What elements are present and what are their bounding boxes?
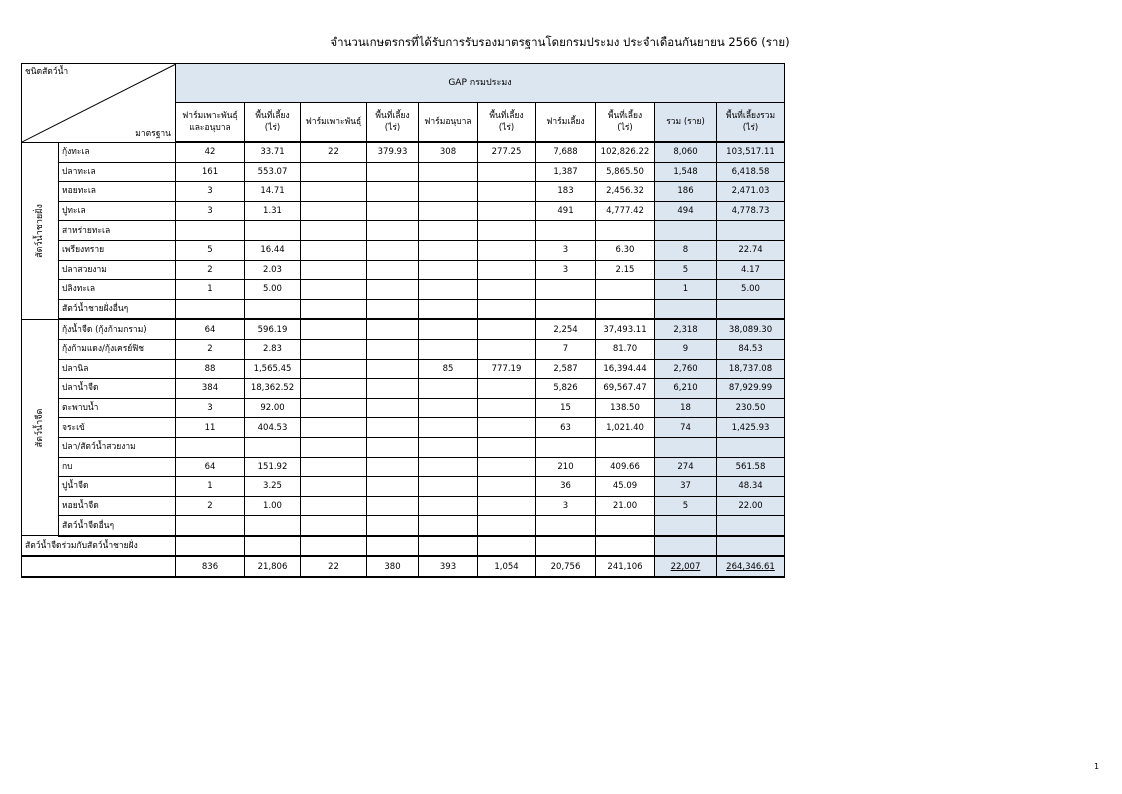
data-cell (419, 299, 478, 319)
data-cell (478, 496, 536, 516)
empty-cell (419, 536, 478, 557)
data-cell (419, 201, 478, 221)
data-cell (301, 379, 367, 399)
species-name: กุ้งทะเล (59, 142, 176, 162)
data-cell (419, 240, 478, 260)
data-cell (301, 299, 367, 319)
data-cell (655, 437, 717, 457)
data-cell: 596.19 (245, 319, 301, 339)
data-cell (419, 162, 478, 182)
data-cell (301, 437, 367, 457)
data-cell: 6,418.58 (717, 162, 785, 182)
data-cell: 1.31 (245, 201, 301, 221)
empty-cell (717, 536, 785, 557)
empty-cell (367, 536, 419, 557)
table-row (22, 280, 785, 300)
data-cell: 16.44 (245, 240, 301, 260)
data-cell: 16,394.44 (596, 359, 655, 379)
data-cell: 7 (536, 339, 596, 359)
empty-cell (596, 536, 655, 557)
data-cell: 277.25 (478, 142, 536, 162)
data-cell (419, 477, 478, 497)
data-cell (596, 221, 655, 241)
data-cell (301, 240, 367, 260)
table-row (22, 299, 785, 319)
data-cell (478, 398, 536, 418)
data-cell (176, 516, 245, 536)
species-name: ปูน้ำจืด (59, 477, 176, 497)
data-cell: 138.50 (596, 398, 655, 418)
data-cell: 33.71 (245, 142, 301, 162)
data-cell: 2,318 (655, 319, 717, 339)
data-cell (367, 182, 419, 202)
data-cell: 491 (536, 201, 596, 221)
data-cell: 8 (655, 240, 717, 260)
data-cell (478, 162, 536, 182)
data-cell (367, 477, 419, 497)
total-cell: 380 (367, 556, 419, 577)
data-cell: 9 (655, 339, 717, 359)
data-cell (596, 516, 655, 536)
species-name: กุ้งน้ำจืด (กุ้งก้ามกราม) (59, 319, 176, 339)
total-cell: 836 (176, 556, 245, 577)
data-cell: 2,254 (536, 319, 596, 339)
data-cell (367, 240, 419, 260)
data-cell (655, 516, 717, 536)
combined-row (22, 536, 785, 557)
col-header-area-4: พื้นที่เลี้ยง (ไร่) (596, 103, 655, 143)
data-cell (596, 437, 655, 457)
data-cell (478, 182, 536, 202)
data-cell: 37 (655, 477, 717, 497)
data-cell (301, 260, 367, 280)
data-cell (301, 280, 367, 300)
header-corner (22, 64, 176, 143)
data-cell (367, 280, 419, 300)
data-cell: 22.74 (717, 240, 785, 260)
data-cell: 404.53 (245, 418, 301, 438)
species-name: เพรียงทราย (59, 240, 176, 260)
species-name: สาหร่ายทะเล (59, 221, 176, 241)
empty-cell (655, 536, 717, 557)
data-cell: 2.83 (245, 339, 301, 359)
data-cell: 22 (301, 142, 367, 162)
data-cell: 22.00 (717, 496, 785, 516)
data-cell (367, 162, 419, 182)
empty-cell (301, 536, 367, 557)
table-row (22, 339, 785, 359)
data-cell: 102,826.22 (596, 142, 655, 162)
data-cell: 2,587 (536, 359, 596, 379)
data-cell (245, 437, 301, 457)
data-cell (478, 379, 536, 399)
group-coastal (22, 142, 59, 319)
species-name: ปลาน้ำจืด (59, 379, 176, 399)
data-cell (367, 260, 419, 280)
table-row (22, 359, 785, 379)
data-cell: 74 (655, 418, 717, 438)
data-cell (367, 319, 419, 339)
data-cell (478, 280, 536, 300)
total-cell: 241,106 (596, 556, 655, 577)
col-header-breeding: ฟาร์มเพาะพันธุ์ (301, 103, 367, 143)
corner-species-label: ชนิดสัตว์น้ำ (25, 67, 69, 77)
data-cell (419, 280, 478, 300)
data-cell (301, 516, 367, 536)
data-cell (655, 299, 717, 319)
data-cell: 64 (176, 457, 245, 477)
totals-label-cell (22, 556, 176, 577)
data-cell (478, 240, 536, 260)
data-cell: 14.71 (245, 182, 301, 202)
data-cell (301, 477, 367, 497)
total-cell: 22 (301, 556, 367, 577)
data-cell: 18,737.08 (717, 359, 785, 379)
data-cell (478, 339, 536, 359)
data-cell (367, 221, 419, 241)
data-cell: 230.50 (717, 398, 785, 418)
data-cell (478, 260, 536, 280)
data-cell: 2,760 (655, 359, 717, 379)
data-cell: 3 (176, 182, 245, 202)
data-cell: 8,060 (655, 142, 717, 162)
data-cell (655, 221, 717, 241)
data-cell: 5,865.50 (596, 162, 655, 182)
data-cell (176, 221, 245, 241)
data-cell (367, 299, 419, 319)
species-name: กุ้งก้ามแดง/กุ้งเครย์ฟิช (59, 339, 176, 359)
empty-cell (245, 536, 301, 557)
data-cell (367, 201, 419, 221)
table-row (22, 319, 785, 339)
data-cell (419, 457, 478, 477)
data-cell: 38,089.30 (717, 319, 785, 339)
data-cell: 37,493.11 (596, 319, 655, 339)
data-cell (367, 457, 419, 477)
data-cell (536, 437, 596, 457)
data-cell: 553.07 (245, 162, 301, 182)
table-row (22, 516, 785, 536)
data-cell: 494 (655, 201, 717, 221)
data-cell: 384 (176, 379, 245, 399)
header-row-1 (22, 64, 785, 103)
data-cell: 2.15 (596, 260, 655, 280)
gap-header: GAP กรมประมง (176, 64, 785, 103)
data-cell: 5 (176, 240, 245, 260)
data-cell: 2.03 (245, 260, 301, 280)
table-row (22, 496, 785, 516)
data-cell: 48.34 (717, 477, 785, 497)
data-cell: 1,425.93 (717, 418, 785, 438)
data-cell: 15 (536, 398, 596, 418)
data-cell: 210 (536, 457, 596, 477)
certification-table (21, 63, 785, 578)
group-freshwater (22, 319, 59, 536)
species-name: ปลาทะเล (59, 162, 176, 182)
species-name: สัตว์น้ำจืดอื่นๆ (59, 516, 176, 536)
data-cell (367, 437, 419, 457)
data-cell: 81.70 (596, 339, 655, 359)
data-cell (301, 182, 367, 202)
data-cell: 2 (176, 339, 245, 359)
data-cell (419, 260, 478, 280)
species-name: ปลานิล (59, 359, 176, 379)
species-name: จระเข้ (59, 418, 176, 438)
species-name: สัตว์น้ำชายฝั่งอื่นๆ (59, 299, 176, 319)
data-cell (367, 359, 419, 379)
data-cell (596, 299, 655, 319)
species-name: ปูทะเล (59, 201, 176, 221)
data-cell: 151.92 (245, 457, 301, 477)
data-cell: 103,517.11 (717, 142, 785, 162)
data-cell: 3 (176, 201, 245, 221)
data-cell: 2,471.03 (717, 182, 785, 202)
totals-row (22, 556, 785, 577)
species-name: ปลา/สัตว์น้ำสวยงาม (59, 437, 176, 457)
data-cell (367, 516, 419, 536)
data-cell (419, 221, 478, 241)
total-cell: 21,806 (245, 556, 301, 577)
data-cell: 1,548 (655, 162, 717, 182)
data-cell: 21.00 (596, 496, 655, 516)
data-cell: 777.19 (478, 359, 536, 379)
data-cell: 18 (655, 398, 717, 418)
total-cell: 393 (419, 556, 478, 577)
data-cell (301, 418, 367, 438)
table-row (22, 418, 785, 438)
data-cell (419, 496, 478, 516)
data-cell: 1 (176, 280, 245, 300)
col-header-area-2: พื้นที่เลี้ยง (ไร่) (367, 103, 419, 143)
data-cell (301, 319, 367, 339)
data-cell (717, 437, 785, 457)
data-cell (536, 299, 596, 319)
col-header-grow-out: ฟาร์มเลี้ยง (536, 103, 596, 143)
data-cell: 84.53 (717, 339, 785, 359)
data-cell: 88 (176, 359, 245, 379)
data-cell (478, 418, 536, 438)
table-row (22, 398, 785, 418)
data-cell: 5.00 (717, 280, 785, 300)
col-header-area-3: พื้นที่เลี้ยง (ไร่) (478, 103, 536, 143)
total-cell: 264,346.61 (717, 556, 785, 577)
table-row (22, 240, 785, 260)
page-title: จำนวนเกษตรกรที่ได้รับการรับรองมาตรฐานโดยกรมประมง ประจำเดือนกันยายน 2566 (ราย) (330, 35, 790, 49)
data-cell: 2 (176, 496, 245, 516)
data-cell (367, 418, 419, 438)
data-cell: 5,826 (536, 379, 596, 399)
data-cell (301, 339, 367, 359)
data-cell (478, 221, 536, 241)
total-cell: 22,007 (655, 556, 717, 577)
data-cell (367, 398, 419, 418)
data-cell: 561.58 (717, 457, 785, 477)
data-cell (301, 162, 367, 182)
data-cell: 4,778.73 (717, 201, 785, 221)
data-cell: 1,565.45 (245, 359, 301, 379)
data-cell: 45.09 (596, 477, 655, 497)
group-coastal-label: สัตว์น้ำชายฝั่ง (35, 203, 45, 258)
species-name: ตะพาบน้ำ (59, 398, 176, 418)
data-cell (301, 221, 367, 241)
data-cell: 5 (655, 496, 717, 516)
data-cell (419, 437, 478, 457)
data-cell: 92.00 (245, 398, 301, 418)
table-row (22, 457, 785, 477)
data-cell (536, 280, 596, 300)
data-cell: 183 (536, 182, 596, 202)
data-cell (419, 418, 478, 438)
total-cell: 1,054 (478, 556, 536, 577)
data-cell (419, 516, 478, 536)
data-cell: 5.00 (245, 280, 301, 300)
data-cell (419, 319, 478, 339)
data-cell: 186 (655, 182, 717, 202)
data-cell (536, 516, 596, 536)
data-cell: 6,210 (655, 379, 717, 399)
data-cell (596, 280, 655, 300)
empty-cell (478, 536, 536, 557)
species-name: หอยทะเล (59, 182, 176, 202)
data-cell (367, 379, 419, 399)
data-cell: 161 (176, 162, 245, 182)
data-cell (245, 221, 301, 241)
data-cell (245, 299, 301, 319)
data-cell (536, 221, 596, 241)
empty-cell (536, 536, 596, 557)
data-cell (478, 299, 536, 319)
species-name: กบ (59, 457, 176, 477)
data-cell: 5 (655, 260, 717, 280)
data-cell: 1.00 (245, 496, 301, 516)
data-cell (717, 221, 785, 241)
data-cell (478, 201, 536, 221)
data-cell: 4,777.42 (596, 201, 655, 221)
species-name: หอยน้ำจืด (59, 496, 176, 516)
empty-cell (176, 536, 245, 557)
data-cell: 64 (176, 319, 245, 339)
data-cell: 3 (536, 496, 596, 516)
data-cell: 274 (655, 457, 717, 477)
page-number: 1 (1094, 762, 1100, 771)
table-row (22, 201, 785, 221)
data-cell: 409.66 (596, 457, 655, 477)
species-name: ปลิงทะเล (59, 280, 176, 300)
data-cell (301, 457, 367, 477)
combined-label: สัตว์น้ำจืดร่วมกับสัตว์น้ำชายฝั่ง (22, 536, 176, 557)
data-cell (478, 477, 536, 497)
table-row (22, 379, 785, 399)
data-cell: 3 (176, 398, 245, 418)
data-cell (245, 516, 301, 536)
data-cell (301, 496, 367, 516)
data-cell: 63 (536, 418, 596, 438)
data-cell: 69,567.47 (596, 379, 655, 399)
data-cell: 85 (419, 359, 478, 379)
table-row (22, 162, 785, 182)
data-cell: 2 (176, 260, 245, 280)
data-cell (419, 339, 478, 359)
data-cell (301, 359, 367, 379)
data-cell: 1,021.40 (596, 418, 655, 438)
data-cell: 4.17 (717, 260, 785, 280)
col-header-total-area: พื้นที่เลี้ยงรวม (ไร่) (717, 103, 785, 143)
data-cell: 308 (419, 142, 478, 162)
data-cell: 3 (536, 260, 596, 280)
data-cell: 1 (176, 477, 245, 497)
data-cell: 87,929.99 (717, 379, 785, 399)
table-row (22, 221, 785, 241)
data-cell: 3.25 (245, 477, 301, 497)
data-cell (176, 437, 245, 457)
table-row (22, 260, 785, 280)
corner-standard-label: มาตรฐาน (135, 128, 171, 139)
data-cell: 18,362.52 (245, 379, 301, 399)
data-cell (419, 379, 478, 399)
data-cell (301, 201, 367, 221)
data-cell: 6.30 (596, 240, 655, 260)
data-cell: 36 (536, 477, 596, 497)
data-cell (717, 299, 785, 319)
data-cell (478, 516, 536, 536)
species-name: ปลาสวยงาม (59, 260, 176, 280)
data-cell (419, 182, 478, 202)
data-cell: 1 (655, 280, 717, 300)
data-cell: 7,688 (536, 142, 596, 162)
total-cell: 20,756 (536, 556, 596, 577)
data-cell (367, 496, 419, 516)
table-row (22, 437, 785, 457)
table-row (22, 142, 785, 162)
table-row (22, 477, 785, 497)
col-header-nursery: ฟาร์มอนุบาล (419, 103, 478, 143)
data-cell (478, 319, 536, 339)
data-cell (478, 437, 536, 457)
data-cell (301, 398, 367, 418)
data-cell: 1,387 (536, 162, 596, 182)
data-cell: 42 (176, 142, 245, 162)
table-row (22, 182, 785, 202)
data-cell: 2,456.32 (596, 182, 655, 202)
data-cell (176, 299, 245, 319)
data-cell (478, 457, 536, 477)
data-cell (717, 516, 785, 536)
data-cell: 3 (536, 240, 596, 260)
group-freshwater-label: สัตว์น้ำจืด (35, 408, 45, 447)
data-cell: 379.93 (367, 142, 419, 162)
col-header-breeding-nursery: ฟาร์มเพาะพันธุ์ และอนุบาล (176, 103, 245, 143)
data-cell: 11 (176, 418, 245, 438)
data-cell (419, 398, 478, 418)
col-header-area-1: พื้นที่เลี้ยง (ไร่) (245, 103, 301, 143)
data-cell (367, 339, 419, 359)
col-header-total-farms: รวม (ราย) (655, 103, 717, 143)
